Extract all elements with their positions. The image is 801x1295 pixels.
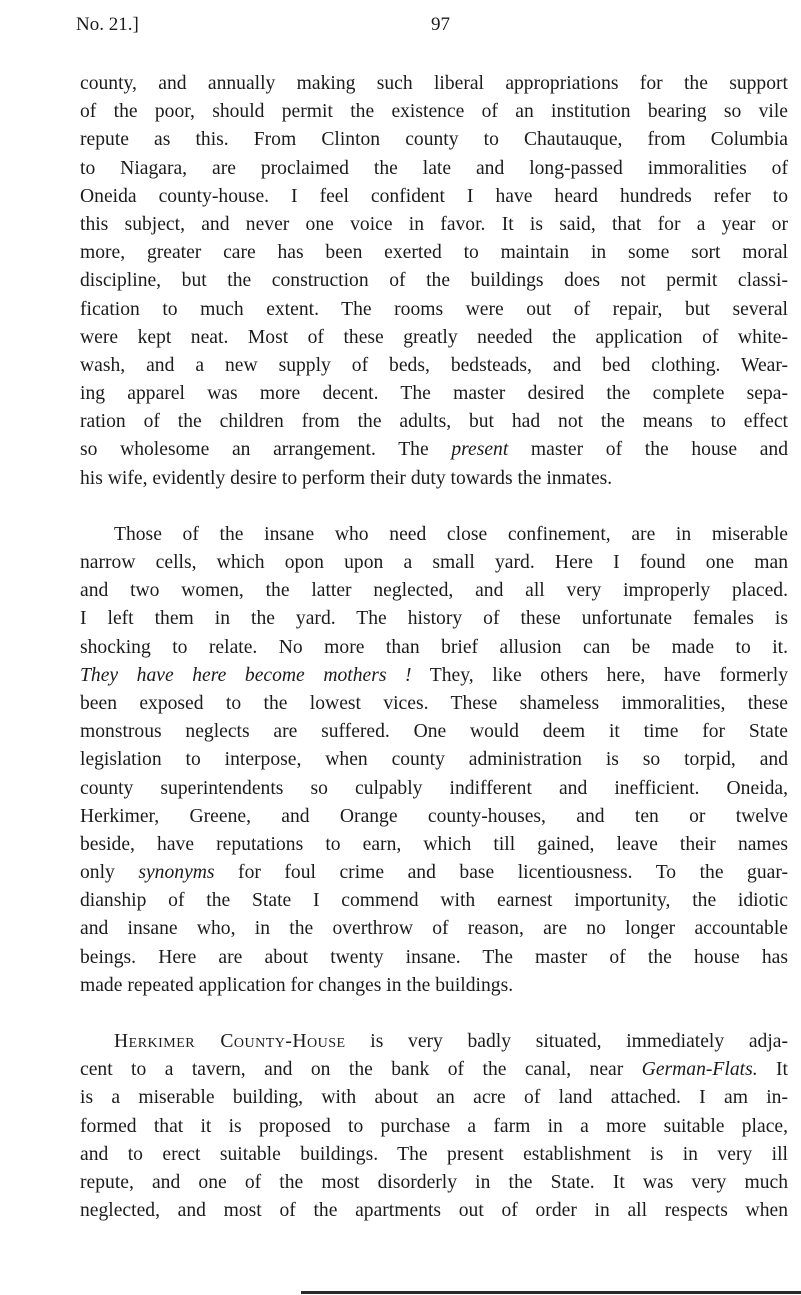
paragraph-3 [80, 1028, 788, 1225]
cut-off-line-remnant [80, 1286, 801, 1295]
text-line: formed that it is proposed to purchase a farm in a more suitable place, [80, 1115, 788, 1137]
text-line: Herkimer, Greene, and Orange county-houses, and ten or twelve [80, 805, 788, 827]
text-line: I left them in the yard. The history of these unfortunate females is [80, 608, 788, 630]
body-text [80, 70, 788, 1225]
text-line: repute, and one of the most disorderly in the State. It was very much [80, 1171, 788, 1193]
text-line: repute as this. From Clinton county to Chautauque, from Columbia [80, 129, 788, 151]
italic-emphasis: synonyms [138, 862, 215, 884]
text-line: Those of the insane who need close confinement, are in miserable [114, 523, 788, 545]
text-line: ing apparel was more decent. The master desired the complete sepa- [80, 383, 788, 405]
text-line: beings. Here are about twenty insane. The master of the house has [80, 946, 788, 968]
section-heading: Herkimer County-House [114, 1031, 346, 1052]
text-line: narrow cells, which opon upon a small yard. Here I found one man [80, 552, 788, 573]
document-number: No. 21.] [76, 14, 139, 35]
text-line: cent to a tavern, and on the bank of the canal, near German-Flats. It [80, 1059, 788, 1081]
text-line: ration of the children from the adults, but had not the means to effect [80, 411, 788, 433]
text-line: shocking to relate. No more than brief allusion can be made to it. [80, 636, 788, 658]
text-line: so wholesome an arrangement. The present master of the house and [80, 439, 788, 461]
text-line: They have here become mothers ! They, like others here, have formerly [80, 664, 788, 686]
italic-emphasis: German-Flats. [641, 1059, 758, 1081]
italic-emphasis: They have here become mothers ! [80, 664, 412, 686]
paragraph-2 [80, 521, 788, 1000]
text-line: fication to much extent. The rooms were out of repair, but several [80, 298, 788, 320]
text-line: only synonyms for foul crime and base licentiousness. To the guar- [80, 862, 789, 884]
text-line: and to erect suitable buildings. The present establishment is in very ill [80, 1143, 788, 1165]
text-line: were kept neat. Most of these greatly needed the application of white- [80, 326, 788, 348]
text-line: monstrous neglects are suffered. One would deem it time for State [80, 721, 788, 743]
paragraph-1 [80, 70, 788, 493]
text-line: and two women, the latter neglected, and all very improperly placed. [80, 580, 788, 602]
text-line: his wife, evidently desire to perform their duty towards the inmates. [80, 467, 613, 489]
text-line: of the poor, should permit the existence of an institution bearing so vile [80, 101, 788, 123]
text-line: wash, and a new supply of beds, bedsteads, and bed clothing. Wear- [80, 354, 788, 376]
ink-remnant [301, 1291, 801, 1294]
text-line: county, and annually making such liberal appropriations for the support [80, 73, 788, 94]
text-line: Herkimer County-House is very badly situated, immediately adja- [114, 1031, 788, 1052]
text-line: been exposed to the lowest vices. These shameless immoralities, these [80, 692, 788, 714]
text-line: county superintendents so culpably indifferent and inefficient. Oneida, [80, 777, 788, 799]
text-line: made repeated application for changes in the buildings. [80, 974, 514, 996]
text-line: and insane who, in the overthrow of reason, are no longer accountable [80, 918, 788, 940]
text-line: to Niagara, are proclaimed the late and long-passed immoralities of [80, 157, 788, 179]
text-line: this subject, and never one voice in favor. It is said, that for a year or [80, 213, 788, 235]
text-line: more, greater care has been exerted to maintain in some sort moral [80, 242, 788, 264]
text-line: discipline, but the construction of the buildings does not permit classi- [80, 270, 788, 292]
running-head [76, 14, 788, 38]
text-line: Oneida county-house. I feel confident I have heard hundreds refer to [80, 185, 788, 207]
page-number: 97 [431, 14, 450, 35]
text-line: beside, have reputations to earn, which till gained, leave their names [80, 833, 788, 855]
text-line: legislation to interpose, when county administration is so torpid, and [80, 749, 788, 771]
text-line: is a miserable building, with about an acre of land attached. I am in- [80, 1087, 788, 1109]
text-line: dianship of the State I commend with earnest importunity, the idiotic [80, 890, 788, 912]
text-line: neglected, and most of the apartments out of order in all respects when [80, 1200, 788, 1222]
italic-emphasis: present [451, 439, 509, 461]
